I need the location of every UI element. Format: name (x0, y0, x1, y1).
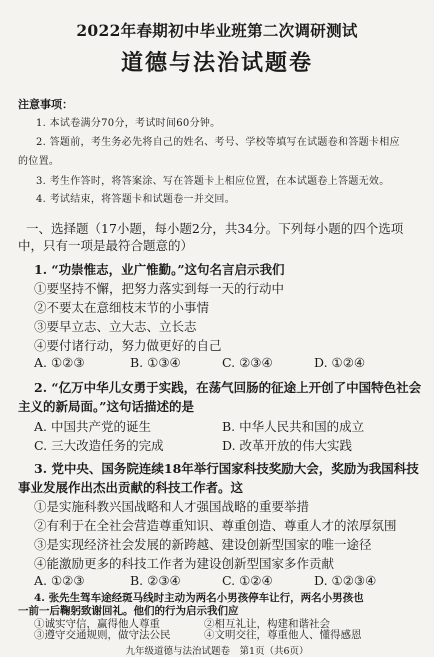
question-stem-cont: 主义的新局面。”这句话描述的是 (18, 399, 194, 414)
question-statement: ②不要太在意细枝末节的小事情 (34, 300, 210, 315)
notice-line: 4. 考试结束，将答题卡和试题卷一并交回。 (36, 194, 236, 205)
option-b: B. ②③④ (130, 573, 181, 588)
option-d: D. ①②③④ (314, 573, 377, 588)
question-statement: ④要付诸行动，努力做更好的自己 (34, 338, 222, 353)
notice-line: 2. 答题前，考生务必先将自己的姓名、考号、学校等填写在试题卷和答题卡相应 (36, 137, 400, 148)
question-statement: ②相互礼让，构建和谐社会 (204, 618, 330, 630)
option-c: C. ①②④ (222, 573, 273, 588)
option-d: D. ①②④ (314, 355, 366, 370)
question-statement: ③是实现经济社会发展的新跨越、建设创新型国家的唯一途径 (34, 537, 372, 552)
option-a: A. ①②③ (34, 573, 85, 588)
question-statement: ③要早立志、立大志、立长志 (34, 319, 197, 334)
question-stem-cont: 事业发展作出杰出贡献的科技工作者。这 (18, 480, 244, 495)
question-statement: ①要坚持不懈，把努力落实到每一天的行动中 (34, 281, 285, 296)
question-statement: ④能激励更多的科技工作者为建设创新型国家多作贡献 (34, 556, 335, 571)
notice-line: 1. 本试卷满分70分，考试时间60分钟。 (36, 118, 221, 129)
question-statement: ①诚实守信，赢得他人尊重 (34, 618, 160, 630)
exam-title: 2022年春期初中毕业班第二次调研测试 (76, 21, 358, 40)
question-stem: 1. “功崇惟志，业广惟勤。”这句名言启示我们 (34, 262, 285, 277)
notice-heading: 注意事项： (18, 98, 73, 111)
question-statement: ①是实施科教兴国战略和人才强国战略的重要举措 (34, 499, 310, 514)
exam-subject-title: 道德与法治试题卷 (120, 50, 313, 76)
question-statement: ④文明交往，尊重他人、懂得感恩 (204, 629, 362, 641)
question-statement: ②有利于在全社会营造尊重知识、尊重创造、尊重人才的浓厚氛围 (34, 518, 397, 533)
option-a: A. ①②③ (34, 355, 85, 370)
option-c: C. 三大改造任务的完成 (34, 438, 164, 453)
option-b: B. 中华人民共和国的成立 (222, 419, 365, 434)
option-c: C. ②③④ (222, 355, 273, 370)
question-stem-cont: 一前一后鞠躬致谢回礼。他们的行为启示我们应 (18, 605, 239, 617)
section-instruction-cont: 中，只有一项是最符合题意的） (18, 238, 194, 253)
notice-line: 3. 考生作答时，将答案涂、写在答题卡上相应位置，在本试题卷上答题无效。 (36, 176, 390, 187)
option-a: A. 中国共产党的诞生 (34, 419, 151, 434)
question-stem: 4. 张先生驾车途经斑马线时主动为两名小男孩停车让行，两名小男孩也 (34, 592, 364, 604)
question-stem: 2. “亿万中华儿女勇于实践，在荡气回肠的征途上开创了中国特色社会 (34, 380, 422, 395)
section-instruction: 一、选择题（17小题，每小题2分，共34分。下列每小题的四个选项 (26, 221, 404, 236)
question-stem: 3. 党中央、国务院连续18年举行国家科技奖励大会，奖励为我国科技 (34, 461, 419, 476)
page-footer: 九年级道德与法治试题卷 第1页（共6页） (125, 646, 309, 657)
option-b: B. ①③④ (130, 355, 181, 370)
question-statement: ③遵守交通规则，做守法公民 (34, 629, 171, 641)
notice-line: 的位置。 (18, 156, 60, 167)
option-d: D. 改革开放的伟大实践 (222, 438, 353, 453)
